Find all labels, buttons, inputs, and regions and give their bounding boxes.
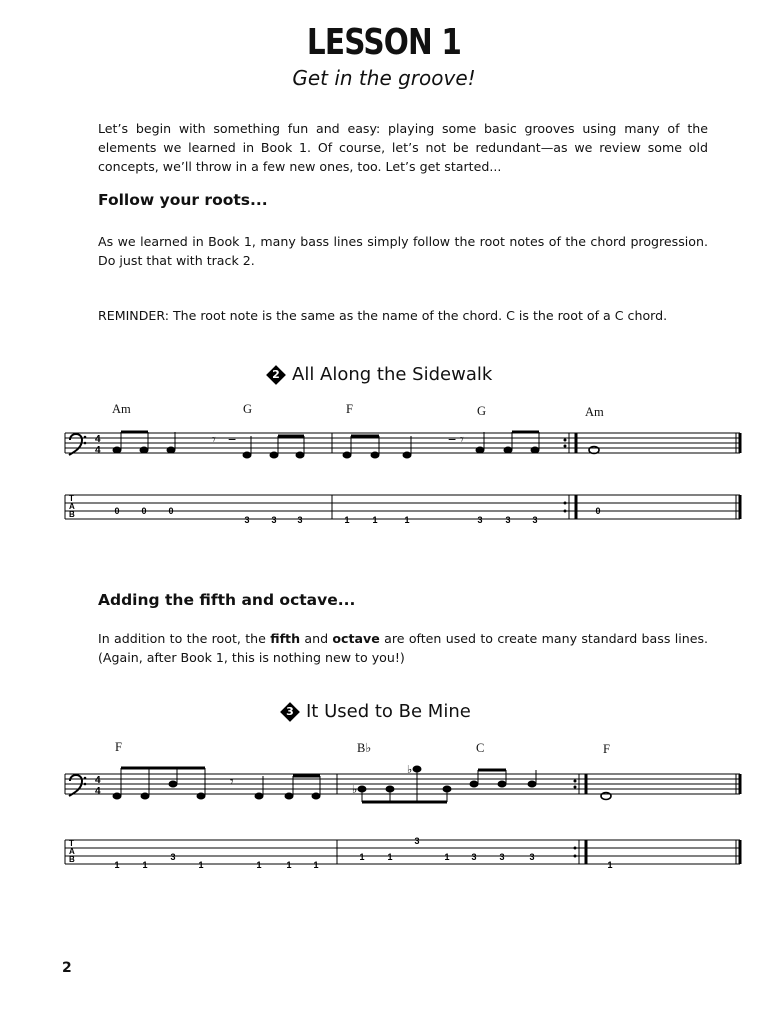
lesson-title: LESSON 1 <box>306 22 462 63</box>
tab-number: 3 <box>271 515 277 525</box>
chord-symbol: F <box>115 740 122 754</box>
svg-text:4: 4 <box>95 775 101 786</box>
tab-number: 1 <box>607 860 613 870</box>
music-notation-song-1 <box>60 428 750 528</box>
music-notation-song-2 <box>60 764 750 874</box>
page-number: 2 <box>62 960 72 976</box>
tab-number: 3 <box>414 836 420 846</box>
tab-number: 0 <box>168 506 174 516</box>
fifth-term: fifth <box>270 631 301 646</box>
tab-number: 3 <box>471 852 477 862</box>
svg-text:−: − <box>448 431 457 447</box>
tab-letter: T <box>69 494 74 503</box>
tab-number: 1 <box>404 515 410 525</box>
tab-number: 1 <box>387 852 393 862</box>
song-1-title: All Along the Sidewalk <box>292 364 493 385</box>
svg-text:4: 4 <box>95 434 101 445</box>
tab-number: 1 <box>359 852 365 862</box>
chord-symbol: C <box>476 741 485 755</box>
tab-number: 3 <box>170 852 176 862</box>
tab-letter: A <box>69 847 75 856</box>
bass-clef-icon <box>69 775 86 796</box>
chord-symbol: G <box>243 402 253 416</box>
track-3-icon: 3 <box>280 702 300 722</box>
svg-text:4: 4 <box>95 786 101 797</box>
tab-number: 1 <box>198 860 204 870</box>
tab-number: 3 <box>297 515 303 525</box>
tab-number: 0 <box>595 506 601 516</box>
tab-number: 0 <box>141 506 147 516</box>
chord-symbol: B♭ <box>357 741 372 755</box>
roots-paragraph: As we learned in Book 1, many bass lines simply follow the root notes of the chord progression. Do just that with track 2. <box>98 234 708 268</box>
chord-symbol: F <box>346 402 353 416</box>
tab-number: 1 <box>286 860 292 870</box>
tab-number: 1 <box>114 860 120 870</box>
section-heading-roots: Follow your roots... <box>98 191 268 209</box>
chord-symbol: F <box>603 742 610 756</box>
section-heading-fifth-octave: Adding the fifth and octave... <box>98 591 356 609</box>
svg-text:𝄾: 𝄾 <box>230 773 234 789</box>
tab-letter: T <box>69 839 74 848</box>
tab-number: 3 <box>499 852 505 862</box>
svg-text:4: 4 <box>95 445 101 456</box>
chord-symbol: Am <box>585 405 604 419</box>
tab-number: 1 <box>372 515 378 525</box>
tab-number: 1 <box>256 860 262 870</box>
tab-letter: B <box>69 855 75 864</box>
track-2-icon: 2 <box>266 365 286 385</box>
svg-text:♭: ♭ <box>352 784 358 796</box>
octave-term: octave <box>332 631 380 646</box>
tab-number: 1 <box>444 852 450 862</box>
tab-number: 3 <box>244 515 250 525</box>
svg-text:−: − <box>228 431 237 447</box>
tab-number: 1 <box>313 860 319 870</box>
song-title-2 <box>280 701 471 722</box>
tab-letter: A <box>69 502 75 511</box>
chord-symbol: Am <box>112 402 131 416</box>
tab-number: 3 <box>505 515 511 525</box>
svg-text:𝄾: 𝄾 <box>460 431 464 447</box>
fifth-octave-paragraph: In addition to the root, the fifth and octave are often used to create many standard bass lines. (Again, after Book 1, this is nothing new to you!) <box>98 631 709 665</box>
tab-number: 1 <box>344 515 350 525</box>
song-2-title: It Used to Be Mine <box>306 701 471 722</box>
tab-number: 0 <box>114 506 120 516</box>
chord-symbol: G <box>477 404 487 418</box>
reminder-text: REMINDER: The root note is the same as the name of the chord. C is the root of a C chord. <box>98 308 668 323</box>
tab-letter: B <box>69 510 75 519</box>
intro-paragraph: Let’s begin with something fun and easy: playing some basic grooves using many of the elements we learned in Book 1. Of course, let’s not be redundant—as we review some old concepts, we’ll throw in a few new ones, too. Let’s get started... <box>98 121 708 174</box>
svg-text:𝄾: 𝄾 <box>212 431 216 447</box>
lesson-subtitle: Get in the groove! <box>292 66 476 90</box>
song-title-1 <box>266 364 492 385</box>
bass-clef-icon <box>69 434 86 455</box>
svg-text:♭: ♭ <box>407 764 413 776</box>
tab-number: 3 <box>529 852 535 862</box>
tab-number: 3 <box>532 515 538 525</box>
tab-number: 3 <box>477 515 483 525</box>
tab-number: 1 <box>142 860 148 870</box>
